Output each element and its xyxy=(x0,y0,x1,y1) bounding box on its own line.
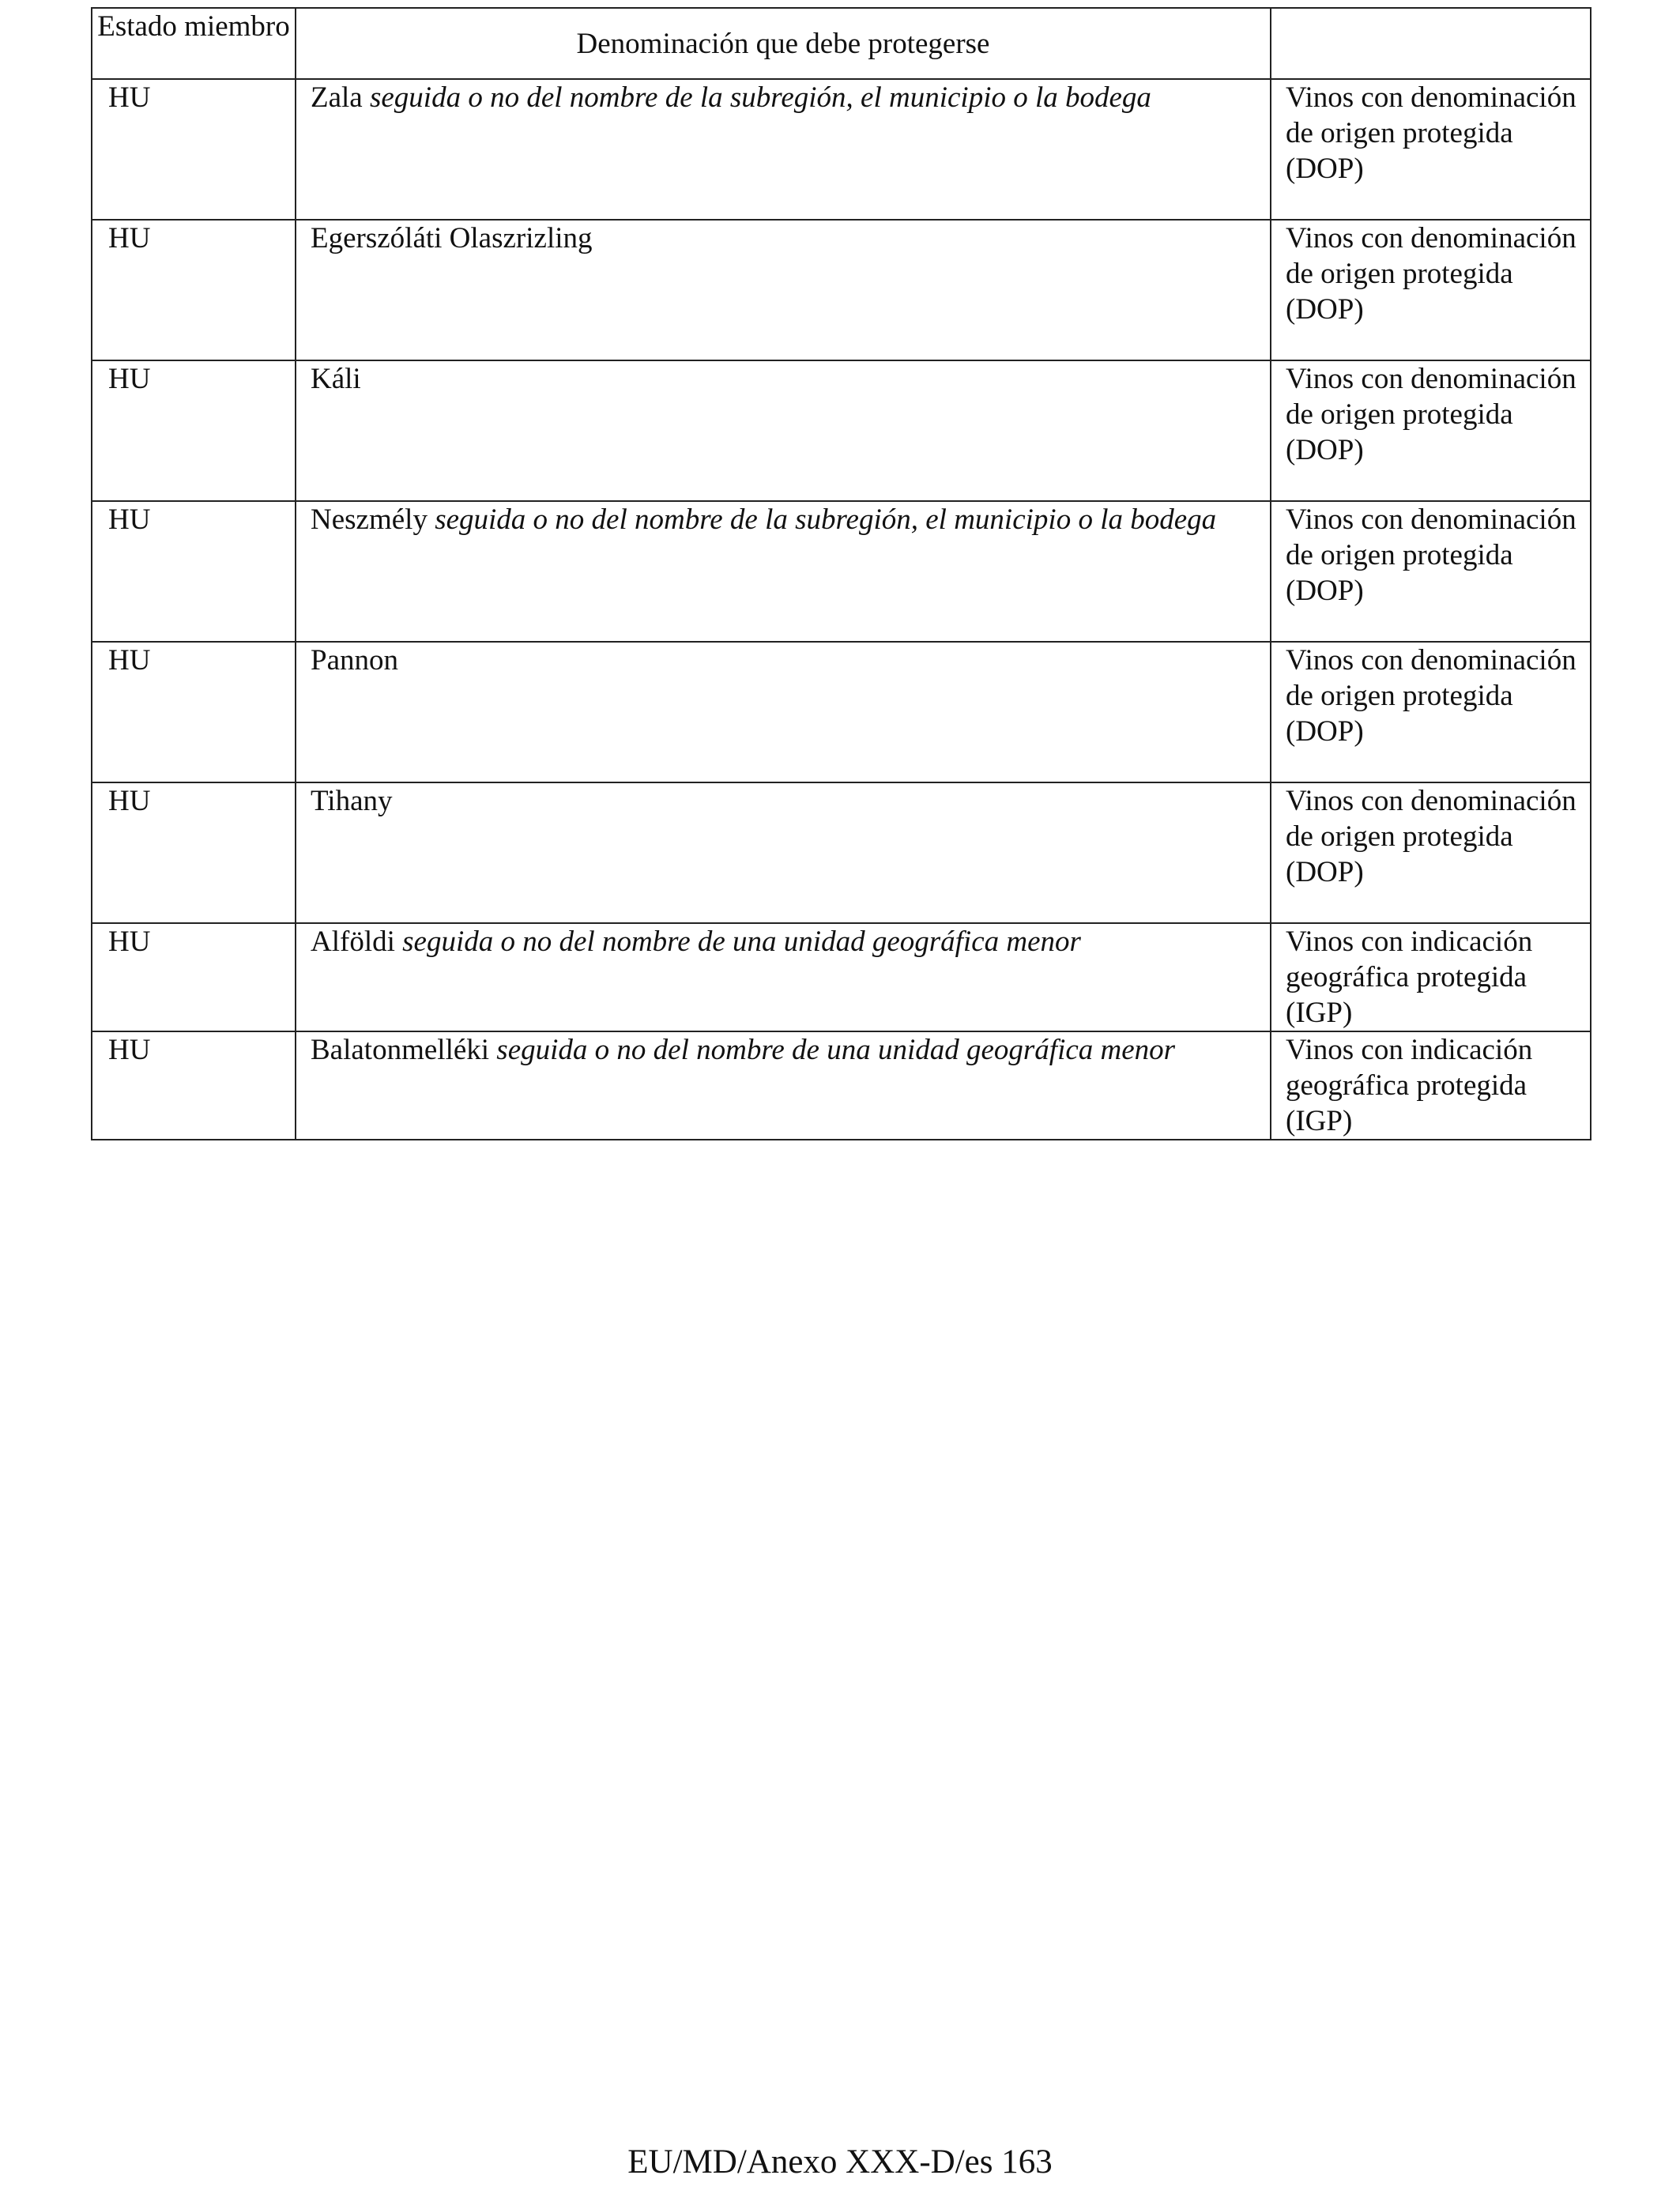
header-denomination: Denominación que debe protegerse xyxy=(296,8,1271,79)
denomination-name: Zala xyxy=(311,81,363,114)
cell-product-type: Vinos con denominación de origen protegida (DOP) xyxy=(1271,782,1591,923)
cell-state: HU xyxy=(92,220,296,360)
denomination-qualifier: seguida o no del nombre de una unidad geográfica menor xyxy=(394,925,1081,958)
cell-state: HU xyxy=(92,501,296,642)
table-row xyxy=(92,642,1591,782)
denomination-name: Alföldi xyxy=(311,925,395,958)
cell-state: HU xyxy=(92,782,296,923)
header-product-type xyxy=(1271,8,1591,79)
denomination-qualifier: seguida o no del nombre de una unidad geográfica menor xyxy=(489,1034,1176,1066)
denomination-name: Neszmély xyxy=(311,503,428,536)
denomination-name: Tihany xyxy=(311,785,393,817)
cell-product-type: Vinos con indicación geográfica protegida (IGP) xyxy=(1271,923,1591,1031)
cell-state: HU xyxy=(92,1031,296,1140)
cell-product-type: Vinos con denominación de origen protegida (DOP) xyxy=(1271,501,1591,642)
cell-denomination xyxy=(296,501,1271,642)
table-row xyxy=(92,782,1591,923)
page-footer-reference: EU/MD/Anexo XXX-D/es 163 xyxy=(627,2143,1053,2181)
table-row xyxy=(92,923,1591,1031)
cell-product-type: Vinos con denominación de origen protegida (DOP) xyxy=(1271,642,1591,782)
denomination-name: Káli xyxy=(311,363,361,395)
table-row xyxy=(92,79,1591,220)
cell-denomination xyxy=(296,642,1271,782)
denomination-qualifier: seguida o no del nombre de la subregión, el municipio o la bodega xyxy=(362,81,1151,114)
cell-state: HU xyxy=(92,923,296,1031)
cell-product-type: Vinos con denominación de origen protegida (DOP) xyxy=(1271,220,1591,360)
header-member-state: Estado miembro xyxy=(92,8,296,79)
cell-product-type: Vinos con denominación de origen protegida (DOP) xyxy=(1271,360,1591,501)
cell-denomination xyxy=(296,1031,1271,1140)
cell-state: HU xyxy=(92,360,296,501)
table-row xyxy=(92,360,1591,501)
cell-denomination xyxy=(296,220,1271,360)
table-row xyxy=(92,1031,1591,1140)
cell-product-type: Vinos con indicación geográfica protegida (IGP) xyxy=(1271,1031,1591,1140)
table-header-row xyxy=(92,8,1591,79)
denomination-name: Pannon xyxy=(311,644,398,677)
denominations-table xyxy=(91,7,1591,1140)
denomination-name: Egerszóláti Olaszrizling xyxy=(311,222,593,254)
cell-denomination xyxy=(296,923,1271,1031)
cell-denomination xyxy=(296,360,1271,501)
cell-state: HU xyxy=(92,79,296,220)
cell-state: HU xyxy=(92,642,296,782)
denomination-name: Balatonmelléki xyxy=(311,1034,490,1066)
cell-product-type: Vinos con denominación de origen protegida (DOP) xyxy=(1271,79,1591,220)
table-row xyxy=(92,220,1591,360)
table-row xyxy=(92,501,1591,642)
cell-denomination xyxy=(296,79,1271,220)
denomination-qualifier: seguida o no del nombre de la subregión, el municipio o la bodega xyxy=(427,503,1217,536)
cell-denomination xyxy=(296,782,1271,923)
